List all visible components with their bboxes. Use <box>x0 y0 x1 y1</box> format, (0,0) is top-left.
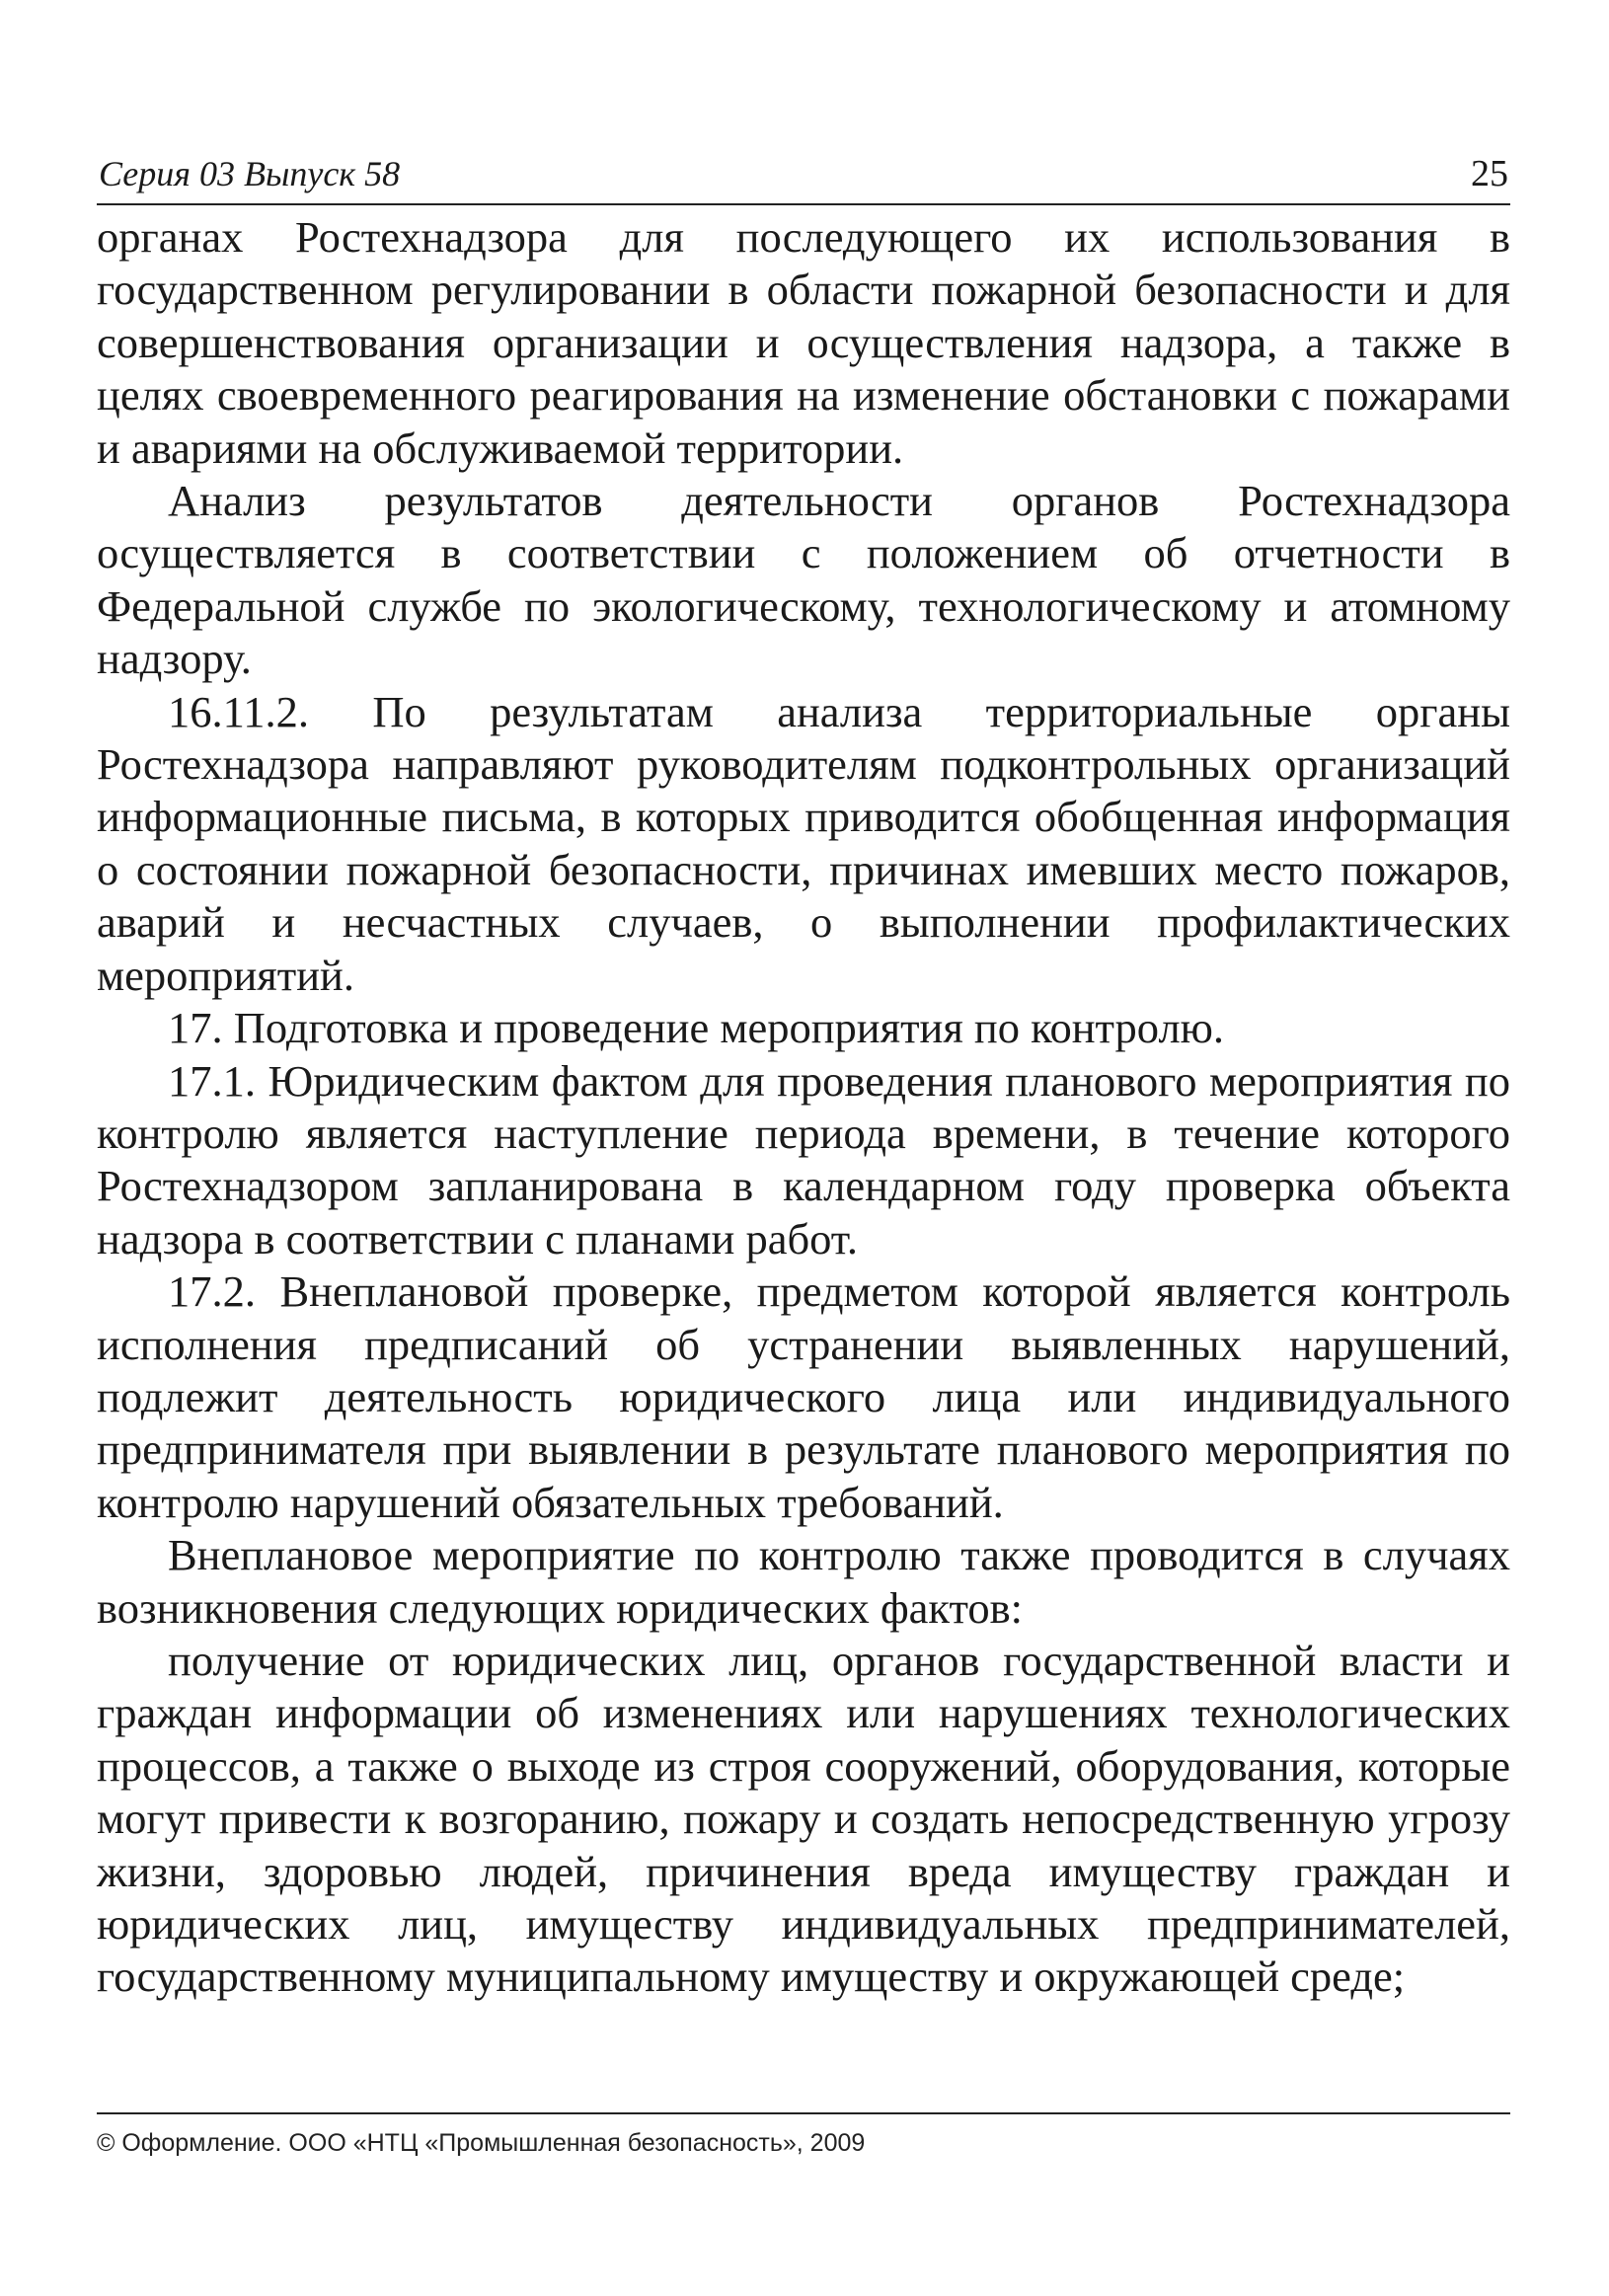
series-title: Серия 03 Выпуск 58 <box>99 154 401 193</box>
paragraph-continuation: органах Ростехнадзора для последующего их использования в государственном регулировании в области пожарной безопасности и для совершенствования организации и осуществления надзора, а также в целях своевременного реагирования на изменение обстановки с пожарами и авариями на обслуживаемой территории. <box>97 212 1510 473</box>
paragraph-unscheduled: Внеплановое мероприятие по контролю также проводится в случаях возникновения следующих юридических фактов: <box>97 1530 1510 1633</box>
paragraph-16-11-2: 16.11.2. По результатам анализа территориальные органы Ростехнадзора направляют руководителям подконтрольных организаций информационные письма, в которых приводится обобщенная информация о состоянии пожарной безопасности, причинах имевших место пожаров, аварий и несчастных случаев, о выполнении профилактических мероприятий. <box>97 686 1510 1000</box>
paragraph-17-2: 17.2. Внеплановой проверке, предметом которой является контроль исполнения предписаний об устранении выявленных нарушений, подлежит деятельность юридического лица или индивидуального предпринимателя при выявлении в результате планового мероприятия по контролю нарушений обязательных требований. <box>97 1266 1510 1527</box>
page-number: 25 <box>1471 153 1508 194</box>
paragraph-analysis: Анализ результатов деятельности органов Ростехнадзора осуществляется в соответствии с положением об отчетности в Федеральной службе по экологическому, технологическому и атомному надзору. <box>97 476 1510 684</box>
running-header <box>97 148 1510 205</box>
document-page <box>97 148 1510 2181</box>
body-text <box>97 211 1510 2004</box>
paragraph-17-1: 17.1. Юридическим фактом для проведения планового мероприятия по контролю является наступление периода времени, в течение которого Ростехнадзором запланирована в календарном году проверка объекта надзора в соответствии с планами работ. <box>97 1055 1510 1263</box>
copyright-footer: © Оформление. ООО «НТЦ «Промышленная безопасность», 2009 <box>97 2112 1510 2158</box>
paragraph-17-heading: 17. Подготовка и проведение мероприятия по контролю. <box>168 1003 1225 1053</box>
paragraph-receipt: получение от юридических лиц, органов государственной власти и граждан информации об изменениях или нарушениях технологических процессов, а также о выходе из строя сооружений, оборудования, которые могут привести к возгоранию, пожару и создать непосредственную угрозу жизни, здоровью людей, причинения вреда имуществу граждан и юридических лиц, имуществу индивидуальных предпринимателей, государственному муниципальному имуществу и окружающей среде; <box>97 1635 1510 2002</box>
